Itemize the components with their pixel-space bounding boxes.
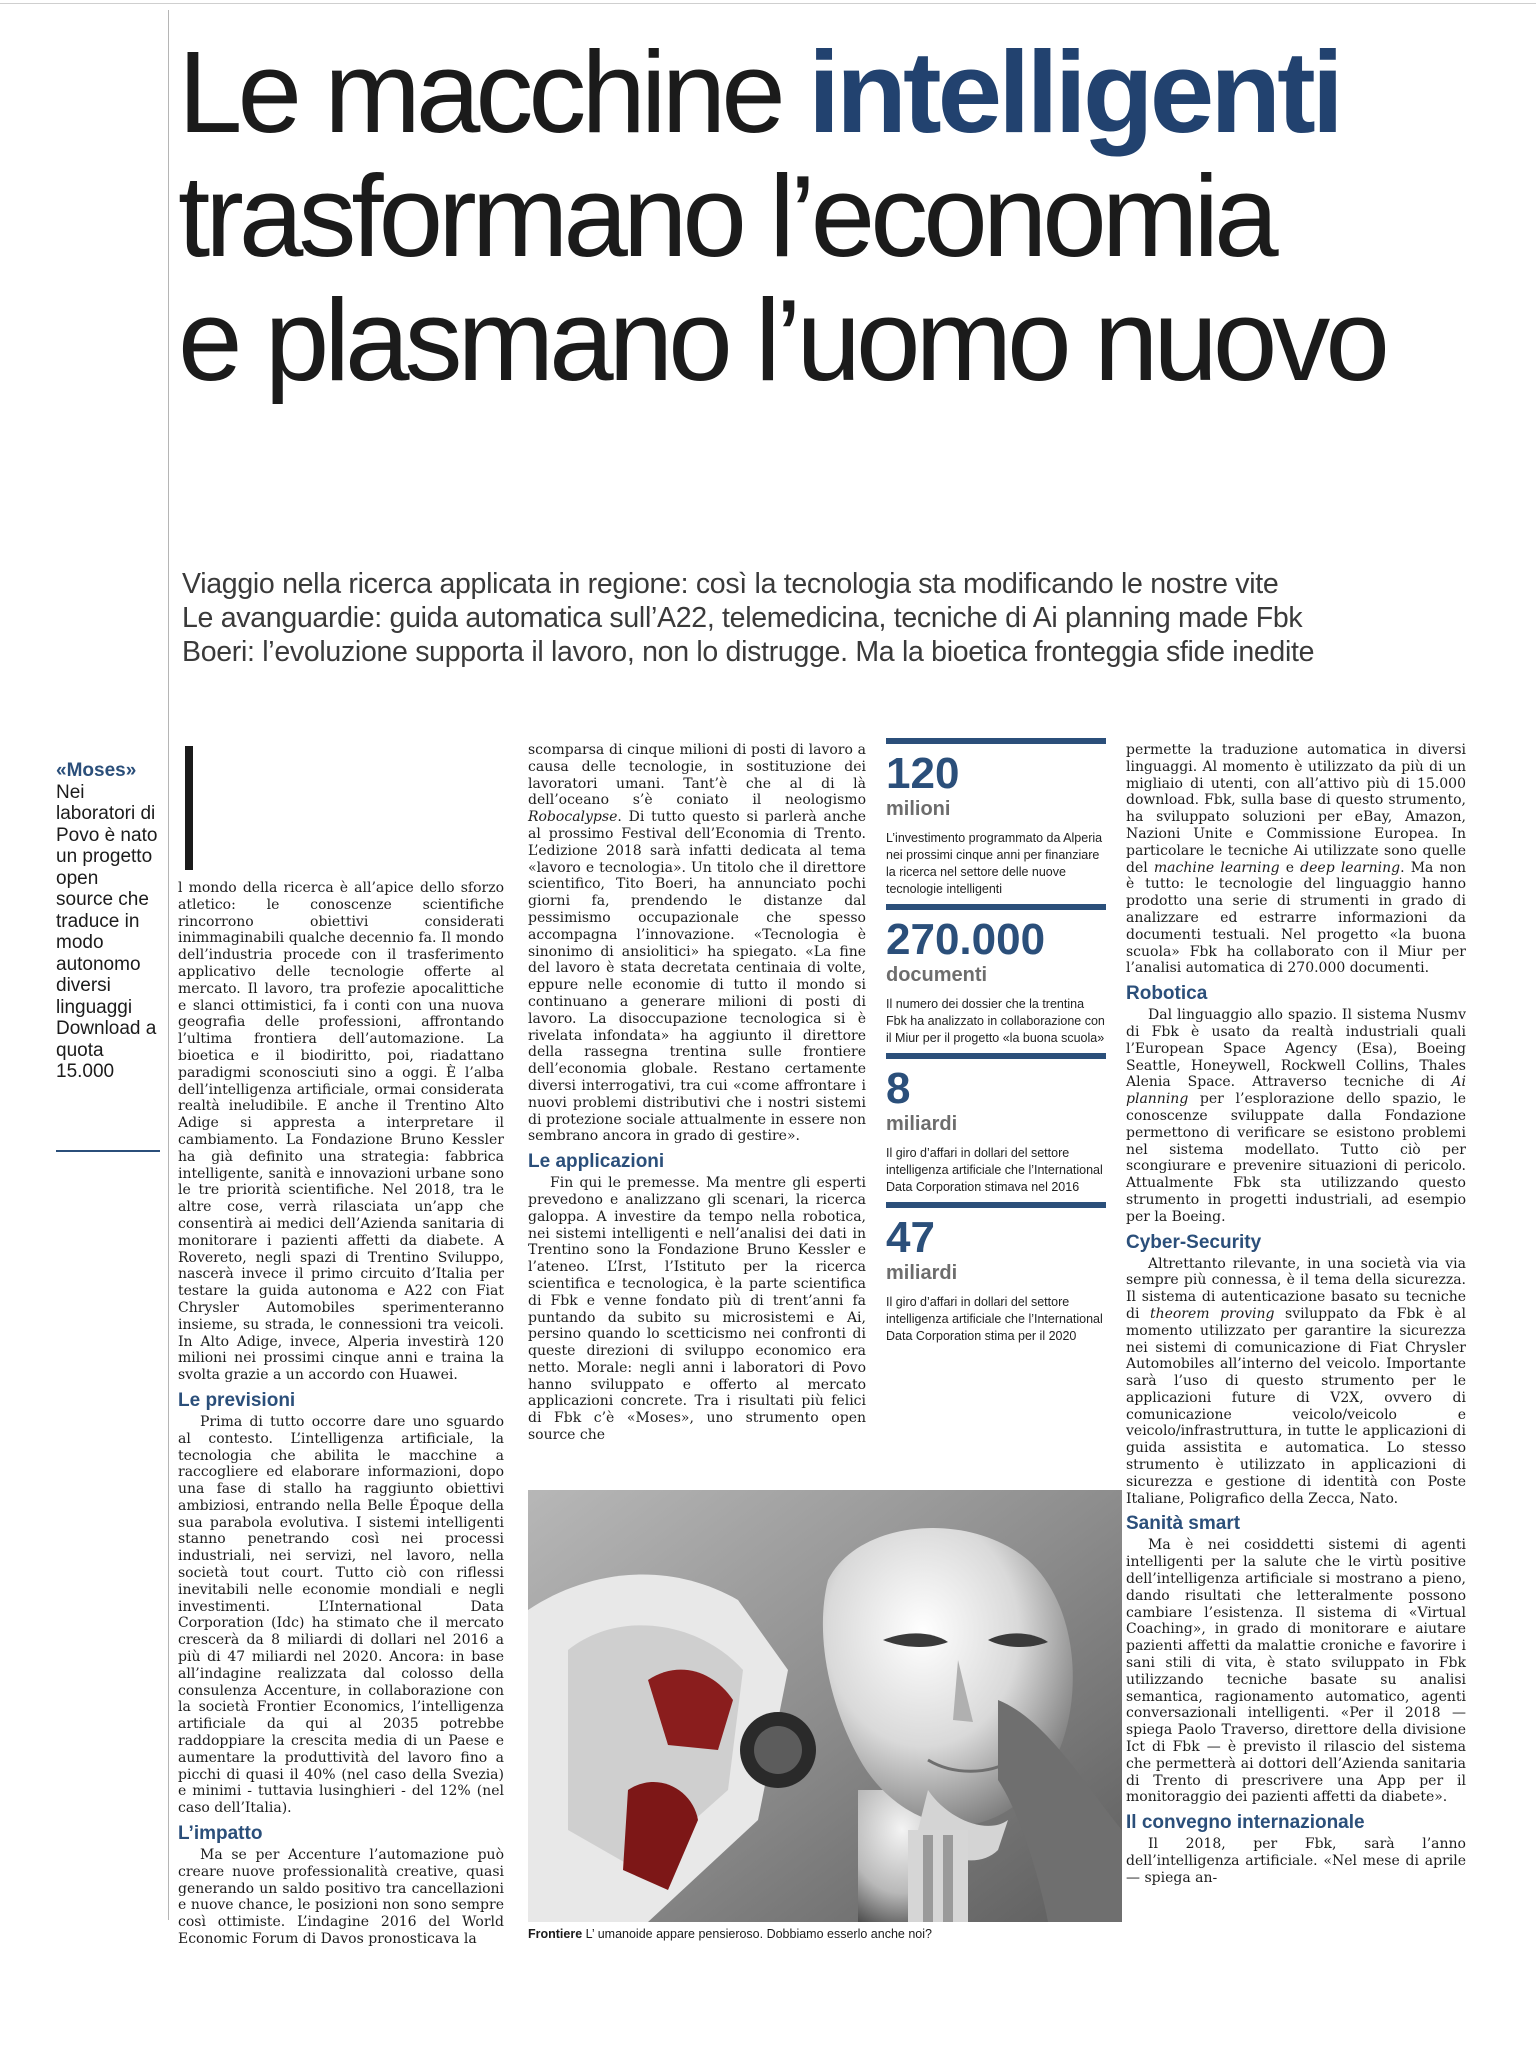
section-heading-impatto: L’impatto xyxy=(178,1823,263,1845)
article-paragraph: Il 2018, per Fbk, sarà l’anno dell’intelligenza artificiale. «Nel mese di aprile — spiega an- xyxy=(1126,1836,1466,1886)
deck-line: Boeri: l’evoluzione supporta il lavoro, non lo distrugge. Ma la bioetica fronteggia sfide inedite xyxy=(182,636,1315,668)
article-paragraph: scomparsa di cinque milioni di posti di lavoro a causa delle tecnologie, in sostituzione dei lavoratori umani. Tant’è che al di là dell’oceano s’è coniato il neologismo Robocalypse. Di tutto questo si parlerà anche al prossimo Festival dell’Economia di Trento. L’edizione 2018 sarà infatti dedicata al tema «lavoro e tecnologia». Un titolo che il direttore scientifico, Tito Boeri, ha annunciato pochi giorni fa, prendendo le distanze dal pessimismo occupazionale che spesso accompagna l’innovazione. «Tecnologia è sinonimo di ansiolitici» ha spiegato. «La fine del lavoro è stata decretata centinaia di volte, eppure nelle economie di tutto il mondo si continuano a generare milioni di posti di lavoro. La disoccupazione tecnologica si è rivelata infondata» ha aggiunto il direttore della rassegna trentina sulle frontiere dell’economia globale. Restano certamente diversi interrogativi, tra cui «come affrontare i nuovi problemi distributivi che i nostri sistemi di protezione sociale attualmente in essere non sembrano ancora in grado di gestire». xyxy=(528,742,866,1145)
article-paragraph: Ma se per Accenture l’automazione può creare nuove professionalità creative, quasi generando un saldo positivo tra cancellazioni e nuove chance, le posizioni non sono sempre così ottimiste. L’indagine 2016 del World Economic Forum di Davos pronosticava la xyxy=(178,1847,504,1948)
section-heading-robotica: Robotica xyxy=(1126,983,1208,1005)
stat-bar xyxy=(886,738,1106,744)
section-heading-applicazioni: Le applicazioni xyxy=(528,1151,665,1173)
article-column-4 xyxy=(1126,742,1466,1887)
headline xyxy=(178,27,1518,405)
stat-description: Il numero dei dossier che la trentina Fbk ha analizzato in collaborazione con il Miur per il progetto «la buona scuola» xyxy=(886,997,1105,1045)
section-heading-cyber-security: Cyber-Security xyxy=(1126,1231,1262,1253)
drop-cap-bar xyxy=(185,746,193,870)
stat-number: 47 xyxy=(886,1213,935,1262)
stat-number: 120 xyxy=(886,749,960,798)
article-paragraph: Ma è nei cosiddetti sistemi di agenti intelligenti per la salute che le virtù positive dell’intelligenza artificiale si mostrano a pieno, dando risultati che letteralmente possono cambiare l’esistenza. Il sistema di «Virtual Coaching», in grado di monitorare e aiutare pazienti affetti da malattie croniche e favorire i sani stili di vita, è stato sviluppato in Fbk utilizzando tecniche basate su analisi semantica, ragionamento automatico, agenti conversazionali intelligenti. «Per il 2018 — spiega Paolo Traverso, direttore della divisione Ict di Fbk — è previsto il rilascio del sistema che permetterà ai dottori dell’Azienda sanitaria di Trento di prescrivere una App per il monitoraggio dei pazienti affetti da diabete». xyxy=(1126,1537,1466,1806)
headline-line1: Le macchine xyxy=(178,27,808,157)
stats-box xyxy=(886,738,1106,1345)
photo-caption xyxy=(528,1927,1128,1942)
stat-item xyxy=(886,1202,1106,1345)
sidebar-text: Nei laboratori di Povo è nato un progetto open source che traduce in modo autonomo diversi linguaggi Download a quota 15.000 xyxy=(56,781,158,1082)
stat-item xyxy=(886,904,1106,1047)
article-paragraph: permette la traduzione automatica in diversi linguaggi. Al momento è utilizzato da più di un migliaio di utenti, con all’attivo più di 15.000 download. Fbk, sulla base di questo strumento, ha sviluppato soluzioni per eBay, Amazon, Nazioni Unite e Commissione Europea. In particolare le tecniche Ai utilizzate sono quelle del machine learning e deep learning. Ma non è tutto: le tecnologie del linguaggio hanno prodotto una serie di strumenti in grado di analizzare ed estrarre informazioni da documenti testuali. Nel progetto «la buona scuola» Fbk ha collaborato con il Miur per l’analisi automatica di 270.000 documenti. xyxy=(1126,742,1466,977)
stat-item xyxy=(886,1053,1106,1196)
article-paragraph: Dal linguaggio allo spazio. Il sistema Nusmv di Fbk è usato da realtà industriali quali l’European Space Agency (Esa), Boeing Seattle, Honeywell, Rockwell Collins, Thales Alenia Space. Attraverso tecniche di Ai planning per l’esplorazione dello spazio, le conoscenze sviluppate dalla Fondazione permettono di verificare se esistono problemi nel sistema modellato. Tutto ciò per scongiurare e prevenire situazioni di pericolo. Attualmente Fbk sta utilizzando questo strumento in progetti industriali, ad esempio per la Boeing. xyxy=(1126,1007,1466,1225)
caption-text: L’ umanoide appare pensieroso. Dobbiamo esserlo anche noi? xyxy=(582,1927,932,1941)
stat-unit: milioni xyxy=(886,798,951,820)
article-column-2 xyxy=(528,742,866,1444)
stat-number: 270.000 xyxy=(886,915,1046,964)
sidebar-box xyxy=(56,760,160,1083)
stat-unit: documenti xyxy=(886,964,988,986)
stat-description: Il giro d’affari in dollari del settore intelligenza artificiale che l’International Data Corporation stima per il 2020 xyxy=(886,1295,1103,1343)
article-column-1 xyxy=(178,880,504,1948)
sidebar-rule xyxy=(56,1150,160,1152)
stat-bar xyxy=(886,1202,1106,1208)
stat-unit: miliardi xyxy=(886,1113,958,1135)
deck-line: Viaggio nella ricerca applicata in regione: così la tecnologia sta modificando le nostre vite xyxy=(182,568,1279,600)
column-divider xyxy=(168,10,169,1920)
top-rule xyxy=(0,3,1536,4)
section-heading-sanita-smart: Sanità smart xyxy=(1126,1513,1241,1535)
humanoid-robot-illustration xyxy=(528,1490,1122,1922)
stat-description: Il giro d’affari in dollari del settore intelligenza artificiale che l’International Data Corporation stimava nel 2016 xyxy=(886,1146,1103,1194)
stat-description: L’investimento programmato da Alperia nei prossimi cinque anni per finanziare la ricerca nel settore delle nuove tecnologie intelligenti xyxy=(886,831,1103,896)
headline-line2: trasformano l’economia xyxy=(178,151,1274,281)
deck-line: Le avanguardie: guida automatica sull’A22, telemedicina, tecniche di Ai planning made Fbk xyxy=(182,602,1303,634)
article-paragraph: Altrettanto rilevante, in una società via via sempre più connessa, è il tema della sicurezza. Il sistema di autenticazione basato su tecniche di theorem proving sviluppato da Fbk è al momento utilizzato per garantire la sicurezza nei sistemi di comunicazione di Fiat Chrysler Automobiles all’interno del veicolo. Importante sarà l’uso di questo strumento per le applicazioni future di V2X, ovvero di comunicazione veicolo/veicolo e veicolo/infrastruttura, in tutte le applicazioni di guida assistita e automatica. Lo stesso strumento è utilizzato in applicazioni di sicurezza e gestione di identità con Poste Italiane, Poligrafico della Zecca, Nato. xyxy=(1126,1255,1467,1507)
section-heading-previsioni: Le previsioni xyxy=(178,1389,296,1411)
deck xyxy=(182,567,1522,669)
caption-label: Frontiere xyxy=(528,1927,583,1941)
headline-line3: e plasmano l’uomo nuovo xyxy=(178,275,1385,405)
stat-number: 8 xyxy=(886,1064,911,1113)
sidebar-kicker: «Moses» xyxy=(56,760,137,781)
article-paragraph: Fin qui le premesse. Ma mentre gli esperti prevedono e analizzano gli scenari, la ricerca galoppa. A investire da tempo nella robotica, nei sistemi intelligenti e nell’analisi dei dati in Trentino sono la Fondazione Bruno Kessler e l’ateneo. L’Irst, l’Istituto per la ricerca scientifica e tecnologica, è la parte scientifica di Fbk e venne fondato più di trent’anni fa puntando da subito su microsistemi e Ai, persino quando lo scetticismo nei confronti di queste direzioni di sviluppo economico era netto. Morale: negli anni i laboratori di Povo hanno sviluppato e offerto al mercato applicazioni concrete. Tra i risultati più felici di Fbk c’è «Moses», uno strumento open source che xyxy=(528,1175,866,1444)
robot-photo xyxy=(528,1490,1122,1922)
section-heading-convegno: Il convegno internazionale xyxy=(1126,1812,1365,1834)
article-intro: l mondo della ricerca è all’apice dello sforzo atletico: le conoscenze scientifiche rincorrono obiettivi considerati inimmaginabili qualche decennio fa. Il mondo dell’industria procede con il trasferimento applicativo delle tecnologie offerte al mercato. Il lavoro, tra profezie apocalittiche e slanci ottimistici, fa i conti con una nuova geografia delle professioni, affrontando l’ultima frontiera dell’automazione. La bioetica e il biodiritto, poi, riadattano paradigmi sconosciuti sino a oggi. È l’alba dell’intelligenza artificiale, ormai considerata realtà ineludibile. E anche il Trentino Alto Adige si appresta a interpretare il cambiamento. La Fondazione Bruno Kessler ha già definito una strategia: fabbrica intelligente, sanità e innovazioni urbane sono le tre priorità scientifiche. Nel 2018, tra le altre cose, verrà rilasciata un’app che consentirà ai medici dell’Azienda sanitaria di monitorare i pazienti affetti da diabete. A Rovereto, negli spazi di Trentino Sviluppo, nascerà invece il primo circuito d’Italia per testare la guida autonoma e A22 con Fiat Chrysler Automobiles sperimenteranno insieme, su strada, le connessioni tra veicoli. In Alto Adige, invece, Alperia investirà 120 milioni nei prossimi cinque anni e traina la svolta grazie a un accordo con Huawei. xyxy=(178,880,504,1384)
article-paragraph: Prima di tutto occorre dare uno sguardo al contesto. L’intelligenza artificiale, la tecnologia che abilita le macchine a raccogliere ed elaborare informazioni, dopo una fase di stallo ha raggiunto obiettivi ambiziosi, entrando nella Belle Époque della sua parabola evolutiva. I sistemi intelligenti stanno penetrando così nei processi industriali, nei servizi, nel lavoro, nella società tout court. Tutto ciò con riflessi inevitabili nelle economie mondiali e negli investimenti. L’International Data Corporation (Idc) ha stimato che il mercato crescerà da 8 miliardi di dollari nel 2016 a più di 47 miliardi nel 2020. Ancora: in base all’indagine realizzata dal colosso della consulenza Accenture, in collaborazione con la società Frontier Economics, l’intelligenza artificiale da qui al 2035 potrebbe raddoppiare la crescita media di un Paese e aumentare la produttività del lavoro fino a picchi di quasi il 40% (nel caso della Svezia) e minimi - tuttavia lusinghieri - del 12% (nel caso dell’Italia). xyxy=(178,1413,504,1817)
stat-bar xyxy=(886,1053,1106,1059)
stat-item xyxy=(886,738,1106,898)
headline-highlight: intelligenti xyxy=(807,27,1340,157)
stat-unit: miliardi xyxy=(886,1262,958,1284)
stat-bar xyxy=(886,904,1106,910)
